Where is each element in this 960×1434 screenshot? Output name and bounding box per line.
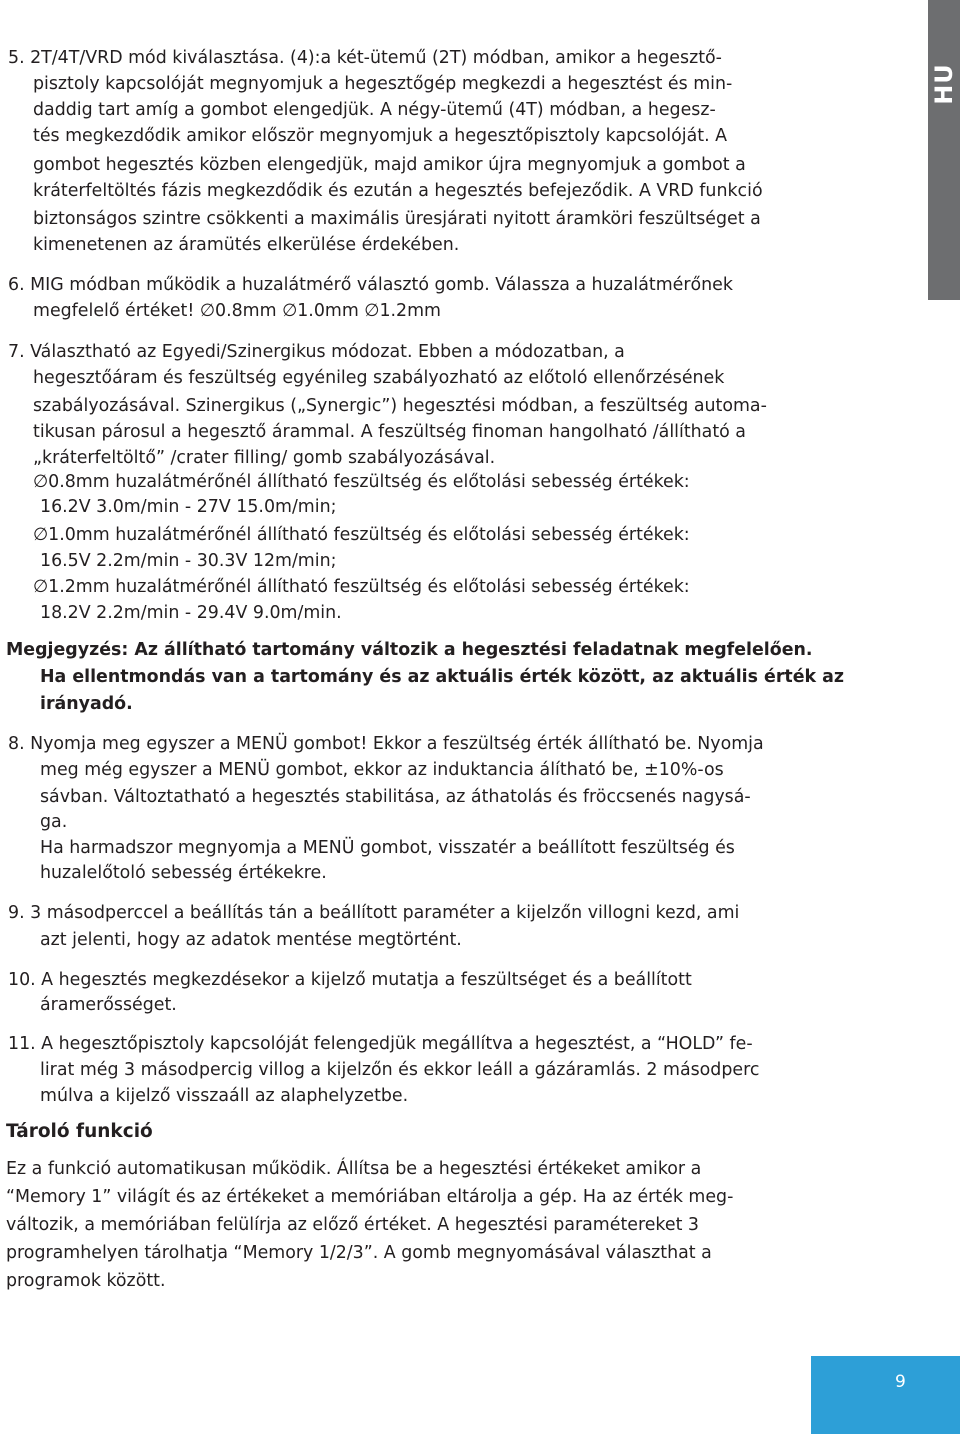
note-line: Megjegyzés: Az állítható tartomány változik a hegesztési feladatnak megfelelően. [6,640,813,660]
item-5-line: kráterfeltöltés fázis megkezdődik és ezután a hegesztés befejeződik. A VRD funkció [33,181,763,201]
item-9-line: azt jelenti, hogy az adatok mentése megtörtént. [40,930,462,950]
item-7-line: 7. Választható az Egyedi/Szinergikus módozat. Ebben a módozatban, a [8,342,625,362]
item-9-line: 9. 3 másodperccel a beállítás tán a beállított paraméter a kijelzőn villogni kezd, ami [8,903,740,923]
item-5-line: gombot hegesztés közben elengedjük, majd amikor újra megnyomjuk a gombot a [33,155,746,175]
page-number: 9 [895,1372,906,1392]
item-11-line: múlva a kijelző visszaáll az alaphelyzetbe. [40,1086,409,1106]
storage-body-line: programhelyen tárolhatja “Memory 1/2/3”. A gomb megnyomásával választhat a [6,1243,712,1263]
storage-function-heading: Tároló funkció [6,1121,153,1142]
item-7-line: tikusan párosul a hegesztő árammal. A feszültség finoman hangolható /állítható a [33,422,746,442]
item-10-line: 10. A hegesztés megkezdésekor a kijelző mutatja a feszültséget és a beállított [8,970,692,990]
item-7-line: ∅0.8mm huzalátmérőnél állítható feszültség és előtolási sebesség értékek: [33,472,690,492]
item-8-line: ga. [40,812,68,832]
item-7-line: „kráterfeltöltő” /crater filling/ gomb szabályozásával. [33,448,496,468]
item-6-line: 6. MIG módban működik a huzalátmérő választó gomb. Válassza a huzalátmérőnek [8,275,733,295]
storage-body-line: “Memory 1” világít és az értékeket a memóriában eltárolja a gép. Ha az érték meg- [6,1187,734,1207]
note-line: Ha ellentmondás van a tartomány és az aktuális érték között, az aktuális érték az [40,667,844,687]
storage-body-line: változik, a memóriában felülírja az előző értéket. A hegesztési paramétereket 3 [6,1215,699,1235]
item-7-line: hegesztőáram és feszültség egyénileg szabályozható az előtoló ellenőrzésének [33,368,725,388]
item-5-line: pisztoly kapcsolóját megnyomjuk a hegesztőgép megkezdi a hegesztést és min- [33,74,733,94]
item-11-line: 11. A hegesztőpisztoly kapcsolóját felengedjük megállítva a hegesztést, a “HOLD” fe- [8,1034,753,1054]
item-5-line: biztonságos szintre csökkenti a maximális üresjárati nyitott áramköri feszültséget a [33,209,761,229]
item-8-line: Ha harmadszor megnyomja a MENÜ gombot, visszatér a beállított feszültség és [40,838,735,858]
item-5-line: kimenetenen az áramütés elkerülése érdekében. [33,235,460,255]
page-number-box [811,1356,960,1434]
item-7-line: szabályozásával. Szinergikus („Synergic”) hegesztési módban, a feszültség automa- [33,396,767,416]
item-7-line: ∅1.2mm huzalátmérőnél állítható feszültség és előtolási sebesség értékek: [33,577,690,597]
note-line: irányadó. [40,694,133,714]
item-8-line: meg még egyszer a MENÜ gombot, ekkor az induktancia álítható be, ±10%-os [40,760,724,780]
item-8-line: huzalelőtoló sebesség értékekre. [40,863,327,883]
item-8-line: sávban. Változtatható a hegesztés stabilitása, az áthatolás és fröccsenés nagysá- [40,787,751,807]
item-8-line: 8. Nyomja meg egyszer a MENÜ gombot! Ekkor a feszültség érték állítható be. Nyomja [8,734,764,754]
item-5-line: 5. 2T/4T/VRD mód kiválasztása. (4):a két-ütemű (2T) módban, amikor a hegesztő- [8,48,722,68]
item-7-line: 18.2V 2.2m/min - 29.4V 9.0m/min. [40,603,342,623]
item-5-line: daddig tart amíg a gombot elengedjük. A négy-ütemű (4T) módban, a hegesz- [33,100,716,120]
item-7-line: 16.2V 3.0m/min - 27V 15.0m/min; [40,497,337,517]
item-5-line: tés megkezdődik amikor először megnyomjuk a hegesztőpisztoly kapcsolóját. A [33,126,728,146]
item-11-line: lirat még 3 másodpercig villog a kijelzőn és ekkor leáll a gázáramlás. 2 másodperc [40,1060,760,1080]
language-tab [928,0,960,300]
item-7-line: 16.5V 2.2m/min - 30.3V 12m/min; [40,551,337,571]
storage-body-line: programok között. [6,1271,166,1291]
item-6-line: megfelelő értéket! ∅0.8mm ∅1.0mm ∅1.2mm [33,301,441,321]
item-10-line: áramerősséget. [40,995,177,1015]
language-tab-label: HU [930,63,958,105]
item-7-line: ∅1.0mm huzalátmérőnél állítható feszültség és előtolási sebesség értékek: [33,525,690,545]
storage-body-line: Ez a funkció automatikusan működik. Állítsa be a hegesztési értékeket amikor a [6,1159,702,1179]
